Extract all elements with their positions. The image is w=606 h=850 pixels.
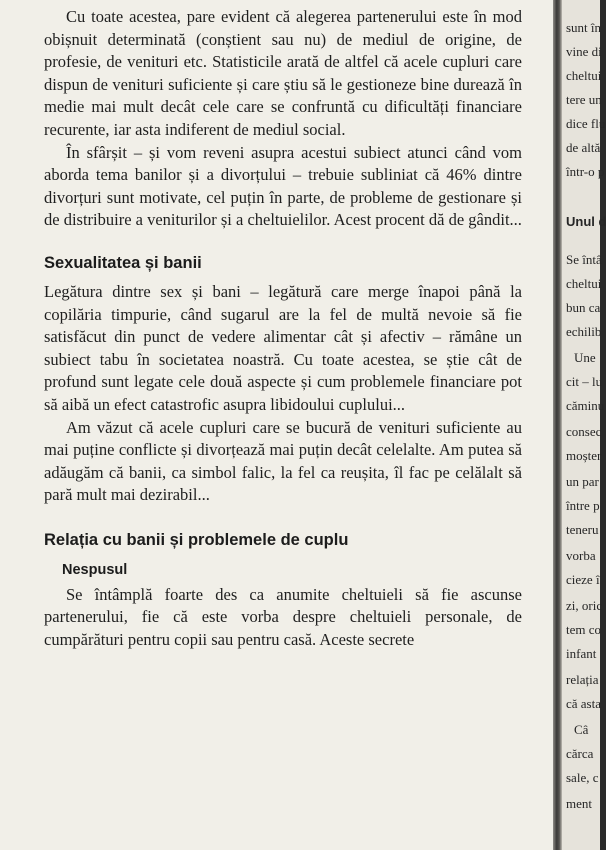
paragraph: Am văzut că acele cupluri care se bucură de venituri suficiente au mai puține conflicte și divorțează mai puțin decât celelalte. Am putea să adăugăm că banii, ca simbol falic, la fel ca reușita, îl fac pe celălalt să pară mult mai dezirabil... [44,417,522,505]
right-page-fragment: cheltui [566,68,602,83]
right-page-fragment: relația [566,672,599,687]
subheading-unspoken: Nespusul [62,561,128,578]
right-page-fragment: cieze î [566,572,600,587]
right-page-fragment: cit – lu [566,374,603,389]
right-page-fragment: echilib [566,324,602,339]
paragraph: Se întâmplă foarte des ca anumite cheltuieli să fie ascunse partenerului, fie că este vorba despre cheltuieli personale, de cumpărături pentru copii sau pentru casă. Aceste secrete [44,584,522,650]
right-page-edge [562,0,606,850]
right-page-fragment: moșter [566,448,602,463]
right-page-fragment: consec [566,424,602,439]
right-page-fragment: zi, oric [566,598,603,613]
right-page-fragment: cărca [566,746,594,761]
section-heading-sexuality-money: Sexualitatea și banii [44,253,202,272]
right-page-fragment: căminu [566,398,605,413]
right-page-fragment: dice flu [566,116,606,131]
right-page-fragment: Câ [574,722,589,737]
right-page-fragment: vorba [566,548,596,563]
right-page-fragment: infant [566,646,597,661]
right-page-fragment: că asta [566,696,602,711]
section-heading-money-relationship: Relația cu banii și problemele de cuplu [44,530,349,549]
right-page-fragment: sunt în [566,20,602,35]
right-page-fragment: teneru [566,522,599,537]
right-page-fragment: Se întâ [566,252,602,267]
right-page-fragment: ment [566,796,592,811]
right-page-fragment: tere un [566,92,602,107]
book-gutter [553,0,562,850]
right-page-fragment: tem co [566,622,602,637]
right-page-fragment: bun ca [566,300,601,315]
paragraph: În sfârșit – și vom reveni asupra acestui subiect atunci când vom aborda tema banilor și a divorțului – trebuie subliniat că 46% dintre divorțuri sunt motivate, cel puțin în parte, de probleme de gestionare și de distribuire a veniturilor și a cheltuielilor. Acest procent dă de gândit... [44,142,522,230]
right-page-fragment: Une [574,350,596,365]
paragraph: Cu toate acestea, pare evident că alegerea partenerului este în mod obișnuit determinată (conștient sau nu) de mediul de origine, de profesie, de venituri etc. Statisticile arată de altfel că acele cupluri care dispun de venituri suficiente și care știu să le gestioneze bine durează în medie mai mult decât cele care se confruntă cu dificultăți financiare recurente, iar asta indiferent de mediul social. [44,7,522,139]
right-page-fragment: un par [566,474,599,489]
right-page-fragment: sale, c [566,770,599,785]
right-page-heading-fragment: Unul d [566,214,606,229]
right-page-fragment: între p [566,498,600,513]
right-page-fragment: vine di [566,44,602,59]
paragraph: Legătura dintre sex și bani – legătură care merge înapoi până la copilăria timpurie, când sugarul are la fel de multă nevoie să fie satisfăcut din punct de vedere alimentar cât și afectiv – rămâne un subiect tabu în societatea noastră. Cu toate acestea, se știe cât de profund sunt legate cele două aspecte și cum problemele financiare pot să aibă un efect catastrofic asupra libidoului cuplului... [44,281,522,414]
right-page-fragment: într-o p [566,164,605,179]
right-page-fragment: de altă [566,140,601,155]
page-content [44,6,522,652]
right-page-fragment: cheltui [566,276,602,291]
